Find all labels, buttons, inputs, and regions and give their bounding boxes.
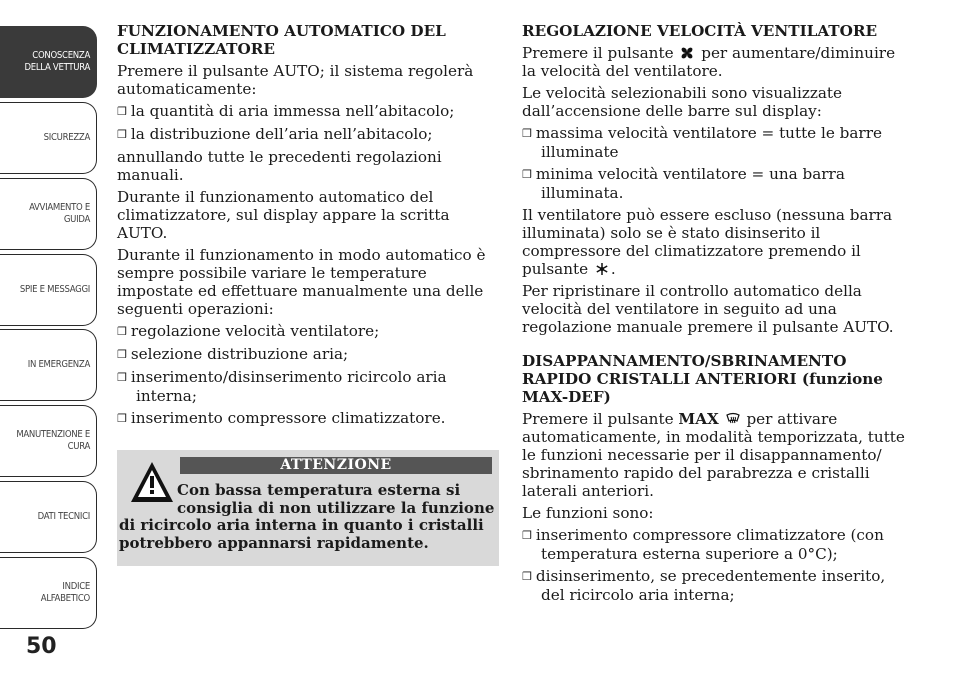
paragraph: Premere il pulsante MAX per attivare automaticamente, in modalità temporizzata, tutte le funzioni necessarie per il disappannamento/ sbrinamento rapido del parabrezza e cristalli laterali anteriori.	[522, 410, 905, 500]
bullet-item: ❒ inserimento/disinserimento ricircolo aria interna;	[117, 368, 447, 405]
tab-manutenzione[interactable]	[0, 405, 97, 477]
paragraph: Durante il funzionamento in modo automatico è sempre possibile variare le temperature impostate ed effettuare manualmente una delle seguenti operazioni:	[117, 246, 486, 318]
paragraph: Premere il pulsante per aumentare/diminuire la velocità del ventilatore.	[522, 44, 896, 80]
tab-label: CONOSCENZA DELLA VETTURA	[24, 50, 90, 73]
tab-indice[interactable]	[0, 557, 97, 629]
bullet-item: ❒ selezione distribuzione aria;	[117, 345, 349, 363]
tab-label: INDICE ALFABETICO	[40, 581, 90, 604]
tab-avviamento[interactable]	[0, 178, 97, 250]
bullet-box-icon: ❒	[117, 371, 127, 384]
warning-box	[117, 450, 499, 566]
warning-title: ATTENZIONE	[180, 457, 492, 474]
bullet-item: ❒ la quantità di aria immessa nell’abitacolo;	[117, 102, 455, 120]
tab-label: DATI TECNICI	[37, 511, 90, 522]
paragraph: Il ventilatore può essere escluso (nessuna barra illuminata) solo se è stato disinserito il compressore del climatizzatore premendo il pulsante .	[522, 206, 893, 278]
page-number: 50	[26, 634, 57, 659]
paragraph: annullando tutte le precedenti regolazioni manuali.	[117, 148, 442, 184]
bullet-box-icon: ❒	[522, 570, 532, 583]
warning-text: Con bassa temperatura esterna si consiglia di non utilizzare la funzione di ricircolo aria interna in quanto i cristalli potrebbero appannarsi rapidamente.	[119, 481, 495, 552]
bullet-box-icon: ❒	[522, 529, 532, 542]
right-column	[522, 22, 906, 608]
tab-label: AVVIAMENTO E GUIDA	[29, 202, 90, 225]
tab-spie-messaggi[interactable]	[0, 254, 97, 326]
bullet-item: ❒ massima velocità ventilatore = tutte le barre illuminate	[522, 124, 882, 161]
tab-sicurezza[interactable]	[0, 102, 97, 174]
paragraph: Durante il funzionamento automatico del climatizzatore, sul display appare la scritta AUTO.	[117, 188, 450, 242]
fan-icon	[680, 46, 694, 60]
paragraph: Premere il pulsante AUTO; il sistema regolerà automaticamente:	[117, 62, 474, 98]
bullet-box-icon: ❒	[117, 348, 127, 361]
bullet-box-icon: ❒	[522, 127, 532, 140]
snowflake-icon	[595, 262, 609, 276]
paragraph: Le funzioni sono:	[522, 504, 654, 522]
tab-label: MANUTENZIONE E CURA	[16, 429, 90, 452]
windshield-defrost-icon	[726, 412, 740, 426]
bullet-box-icon: ❒	[117, 325, 127, 338]
bullet-box-icon: ❒	[117, 105, 127, 118]
section-heading: REGOLAZIONE VELOCITÀ VENTILATORE	[522, 22, 878, 40]
bullet-item: ❒ regolazione velocità ventilatore;	[117, 322, 380, 340]
paragraph: Le velocità selezionabili sono visualizzate dall’accensione delle barre sul display:	[522, 84, 843, 120]
tab-dati-tecnici[interactable]	[0, 481, 97, 553]
bullet-item: ❒ inserimento compressore climatizzatore.	[117, 409, 446, 427]
bullet-box-icon: ❒	[117, 128, 127, 141]
tab-conoscenza[interactable]	[0, 26, 97, 98]
tab-label: IN EMERGENZA	[27, 359, 90, 370]
section-heading: FUNZIONAMENTO AUTOMATICO DEL CLIMATIZZATORE	[117, 22, 446, 58]
tab-label: SPIE E MESSAGGI	[19, 284, 90, 295]
bullet-box-icon: ❒	[117, 412, 127, 425]
paragraph: Per ripristinare il controllo automatico della velocità del ventilatore in seguito ad una regolazione manuale premere il pulsante AUTO.	[522, 282, 894, 336]
bullet-item: ❒ disinserimento, se precedentemente inserito, del ricircolo aria interna;	[522, 567, 886, 604]
section-heading: DISAPPANNAMENTO/SBRINAMENTO RAPIDO CRISTALLI ANTERIORI (funzione MAX-DEF)	[522, 352, 883, 406]
left-column	[117, 22, 501, 432]
bullet-box-icon: ❒	[522, 168, 532, 181]
bullet-item: ❒ inserimento compressore climatizzatore (con temperatura esterna superiore a 0°C);	[522, 526, 884, 563]
bullet-item: ❒ minima velocità ventilatore = una barra illuminata.	[522, 165, 845, 202]
tab-emergenza[interactable]	[0, 329, 97, 401]
bullet-item: ❒ la distribuzione dell’aria nell’abitacolo;	[117, 125, 433, 143]
tab-label: SICUREZZA	[43, 132, 90, 143]
